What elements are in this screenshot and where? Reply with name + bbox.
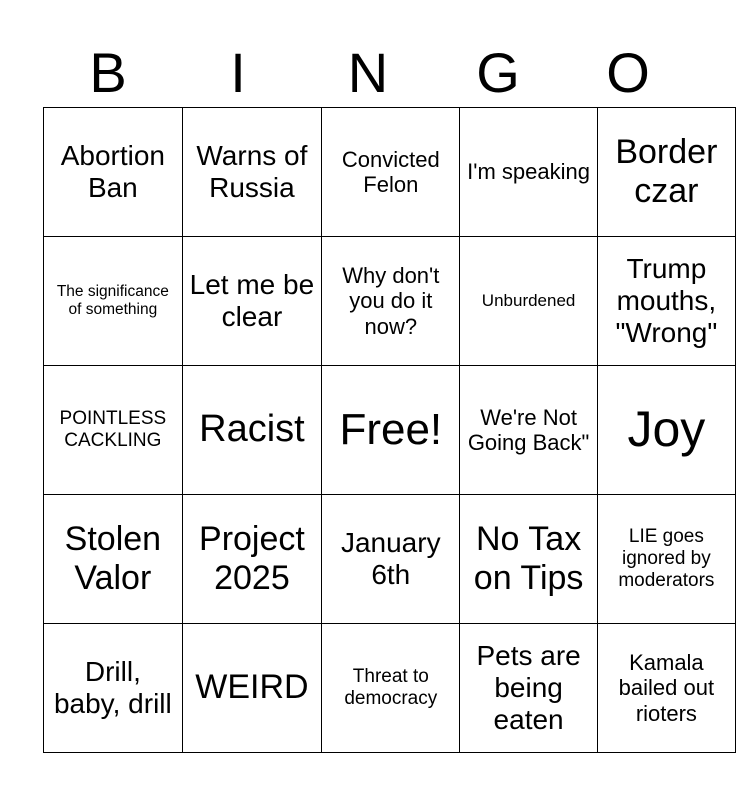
bingo-cell[interactable]: We're Not Going Back" <box>460 366 597 495</box>
bingo-cell[interactable]: Racist <box>182 366 321 495</box>
header-letter-o: O <box>606 41 650 104</box>
bingo-cell[interactable]: I'm speaking <box>460 108 597 237</box>
board-row <box>44 366 736 495</box>
bingo-cell[interactable]: No Tax on Tips <box>460 495 597 624</box>
bingo-cell[interactable]: Project 2025 <box>182 495 321 624</box>
board-row <box>44 495 736 624</box>
bingo-cell[interactable]: Abortion Ban <box>44 108 183 237</box>
bingo-cell[interactable]: Trump mouths, "Wrong" <box>597 237 735 366</box>
bingo-cell[interactable]: Joy <box>597 366 735 495</box>
bingo-cell[interactable]: Warns of Russia <box>182 108 321 237</box>
bingo-cell[interactable]: Threat to democracy <box>322 624 460 753</box>
bingo-cell[interactable]: Why don't you do it now? <box>322 237 460 366</box>
board-row <box>44 237 736 366</box>
bingo-header <box>43 38 693 108</box>
bingo-cell[interactable]: January 6th <box>322 495 460 624</box>
header-letter-n: N <box>347 41 389 104</box>
bingo-cell[interactable]: Unburdened <box>460 237 597 366</box>
bingo-cell[interactable]: POINTLESS CACKLING <box>44 366 183 495</box>
bingo-cell[interactable]: Stolen Valor <box>44 495 183 624</box>
bingo-board <box>43 107 736 753</box>
bingo-cell[interactable]: Drill, baby, drill <box>44 624 183 753</box>
bingo-cell[interactable]: The significance of something <box>44 237 183 366</box>
bingo-cell[interactable]: WEIRD <box>182 624 321 753</box>
bingo-cell[interactable]: Free! <box>322 366 460 495</box>
bingo-cell[interactable]: LIE goes ignored by moderators <box>597 495 735 624</box>
bingo-cell[interactable]: Pets are being eaten <box>460 624 597 753</box>
bingo-cell[interactable]: Let me be clear <box>182 237 321 366</box>
header-letter-i: I <box>230 41 246 104</box>
header-letter-b: B <box>89 41 127 104</box>
header-letter-g: G <box>476 41 520 104</box>
bingo-cell[interactable]: Convicted Felon <box>322 108 460 237</box>
bingo-cell[interactable]: Kamala bailed out rioters <box>597 624 735 753</box>
board-row <box>44 108 736 237</box>
bingo-cell[interactable]: Border czar <box>597 108 735 237</box>
board-row <box>44 624 736 753</box>
